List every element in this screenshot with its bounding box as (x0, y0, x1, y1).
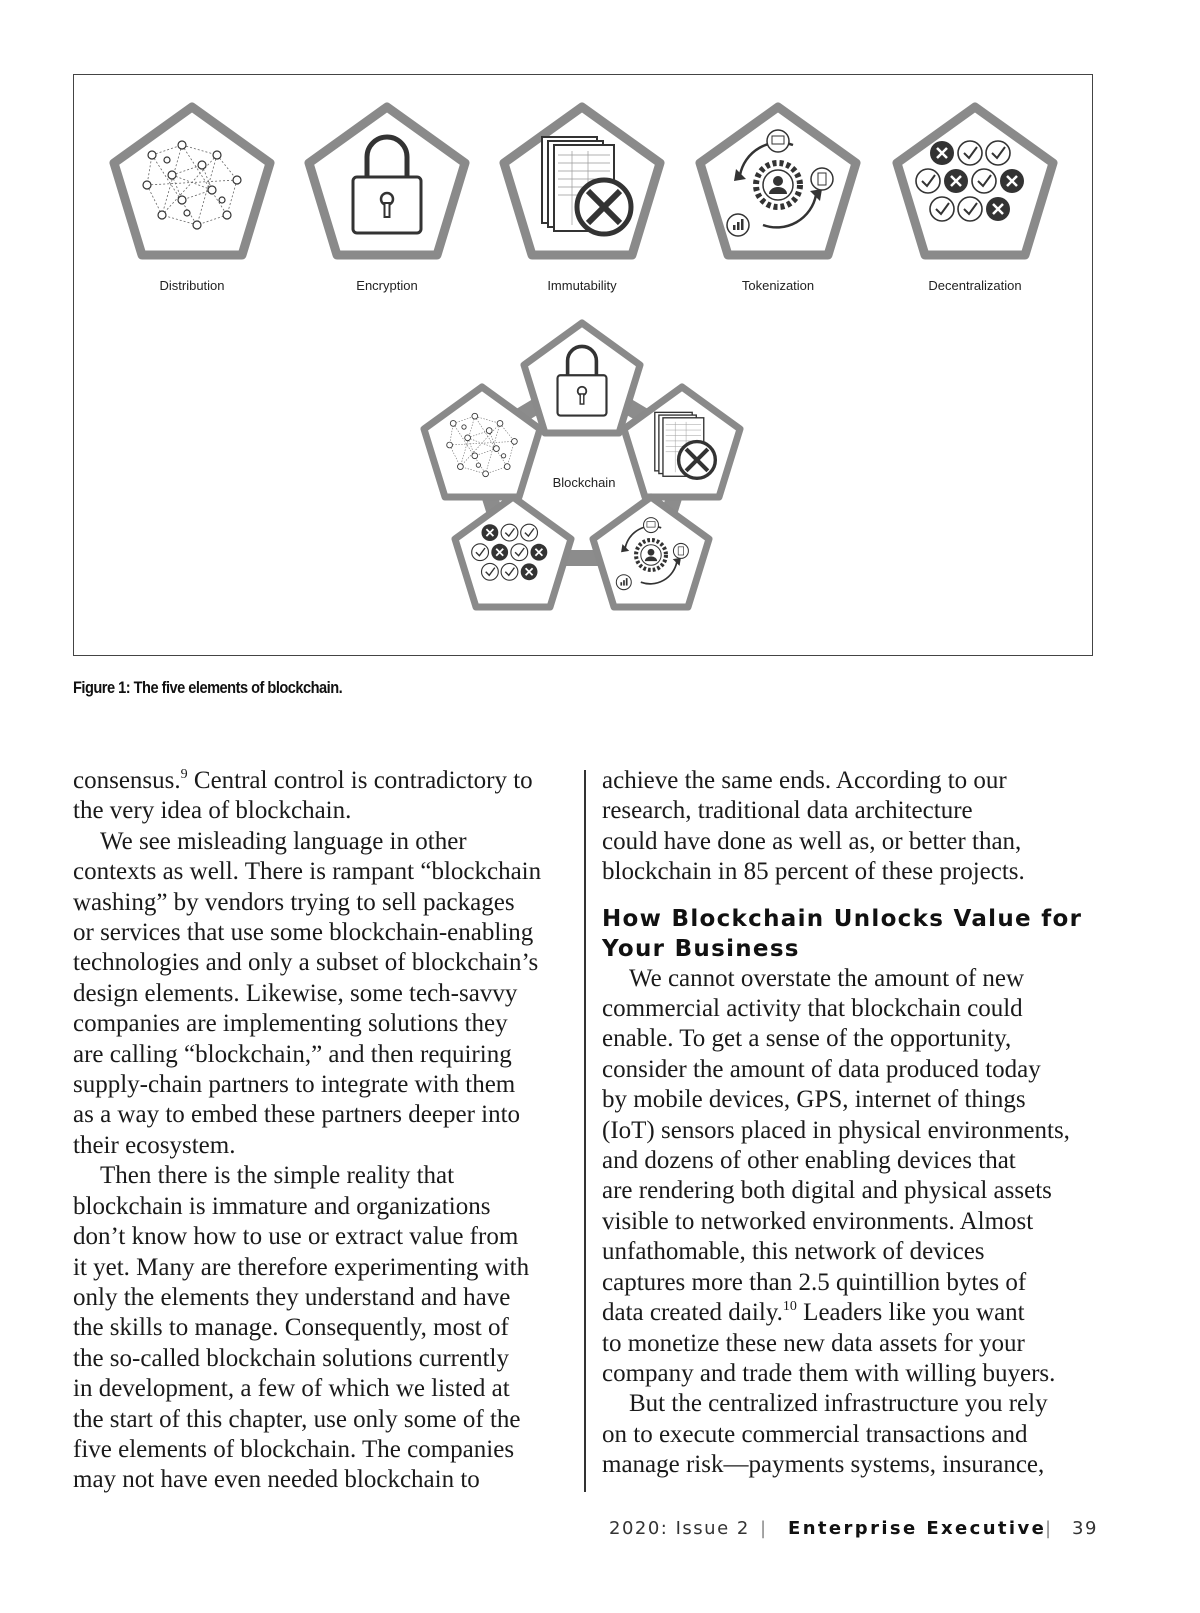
label-blockchain: Blockchain (552, 475, 616, 490)
section-heading (602, 904, 1102, 964)
label-encryption: Encryption (356, 278, 418, 293)
text-line: washing” by vendors trying to sell packages (73, 888, 515, 916)
text-line: research, traditional data architecture (602, 797, 973, 825)
tokenization-icon (700, 107, 856, 255)
heading-line: How Blockchain Unlocks Value for (602, 905, 1083, 932)
footnote-ref[interactable]: 10 (782, 1299, 797, 1315)
text-line: are rendering both digital and physical assets (602, 1177, 1052, 1205)
text-line: and dozens of other enabling devices that (602, 1147, 1016, 1175)
text-line: could have done as well as, or better than, (602, 827, 1022, 855)
text-line: may not have even needed blockchain to (73, 1466, 480, 1494)
label-distribution: Distribution (159, 278, 225, 293)
text-line: Leaders like you want (796, 1299, 1025, 1327)
footnote-ref[interactable]: 9 (180, 767, 188, 782)
text-line: blockchain in 85 percent of these projects. (602, 858, 1025, 886)
paragraph (602, 766, 1102, 888)
text-line: We cannot overstate the amount of new (629, 964, 1025, 992)
text-line: as a way to embed these partners deeper into (73, 1101, 521, 1129)
text-line: it yet. Many are therefore experimenting with (73, 1253, 530, 1281)
text-line: contexts as well. There is rampant “blockchain (73, 858, 542, 886)
text-line: (IoT) sensors placed in physical environments, (602, 1116, 1070, 1144)
text-line: only the elements they understand and have (73, 1283, 511, 1311)
text-line: visible to networked environments. Almost (602, 1207, 1034, 1235)
immutability-icon (504, 107, 660, 255)
text-line: don’t know how to use or extract value from (73, 1223, 519, 1251)
label-decentralization: Decentralization (928, 278, 1022, 293)
text-line: in development, a few of which we listed at (73, 1375, 510, 1403)
text-line: data created daily. (602, 1299, 783, 1327)
text-line: enable. To get a sense of the opportunity, (602, 1025, 1012, 1053)
decentralization-icon (897, 107, 1053, 255)
text-line: design elements. Likewise, some tech-savvy (73, 979, 518, 1007)
text-line: consider the amount of data produced today (602, 1055, 1041, 1083)
text-line: But the centralized infrastructure you rely (629, 1390, 1048, 1418)
text-line: the so-called blockchain solutions currently (73, 1344, 509, 1372)
figure-caption: Figure 1: The five elements of blockchain. (73, 678, 343, 697)
text-line: Then there is the simple reality that (100, 1162, 455, 1190)
paragraph (602, 1389, 1102, 1480)
paragraph (602, 964, 1102, 1390)
text-line: the start of this chapter, use only some of the (73, 1405, 521, 1433)
encryption-icon (309, 107, 465, 255)
page-number: 39 (1072, 1518, 1098, 1539)
text-line: manage risk—payments systems, insurance, (602, 1451, 1045, 1479)
text-line: are calling “blockchain,” and then requiring (73, 1040, 512, 1068)
text-line: companies are implementing solutions they (73, 1010, 508, 1038)
text-line: the very idea of blockchain. (73, 797, 352, 825)
label-tokenization: Tokenization (741, 278, 815, 293)
text-line: achieve the same ends. According to our (602, 767, 1007, 794)
footer-separator: | (760, 1518, 767, 1539)
text-line: captures more than 2.5 quintillion bytes of (602, 1268, 1027, 1296)
right-column (602, 766, 1102, 1481)
text-line: their ecosystem. (73, 1131, 236, 1159)
distribution-icon (114, 107, 270, 255)
text-line: unfathomable, this network of devices (602, 1238, 985, 1266)
text-line: technologies and only a subset of blockchain’s (73, 949, 539, 977)
text-line: company and trade them with willing buyers. (602, 1359, 1056, 1387)
text-line: or services that use some blockchain-enabling (73, 919, 534, 947)
text-line: to monetize these new data assets for your (602, 1329, 1025, 1357)
blockchain-cycle (424, 323, 740, 607)
paragraph (73, 1161, 573, 1495)
heading-line: Your Business (602, 935, 800, 962)
figure-illustration (74, 75, 1092, 655)
footer-issue: 2020: Issue 2 (609, 1518, 750, 1539)
text-line: blockchain is immature and organizations (73, 1192, 491, 1220)
text-line: commercial activity that blockchain could (602, 995, 1023, 1023)
text-line: Central control is contradictory to (187, 767, 533, 794)
column-divider (584, 770, 586, 1492)
left-column (73, 766, 573, 1496)
footer-separator: | (1045, 1518, 1052, 1539)
footer-magazine-title: Enterprise Executive (788, 1518, 1047, 1539)
text-line: supply-chain partners to integrate with them (73, 1071, 516, 1099)
text-line: by mobile devices, GPS, internet of things (602, 1086, 1026, 1114)
page-footer (0, 1518, 1200, 1544)
text-line: the skills to manage. Consequently, most of (73, 1314, 509, 1342)
figure-five-elements (73, 74, 1093, 656)
label-immutability: Immutability (547, 278, 617, 293)
paragraph (73, 766, 573, 827)
text-line: on to execute commercial transactions and (602, 1420, 1028, 1448)
text-line: We see misleading language in other (100, 827, 467, 855)
text-line: consensus. (73, 767, 181, 794)
text-line: five elements of blockchain. The companies (73, 1435, 515, 1463)
paragraph (73, 827, 573, 1161)
